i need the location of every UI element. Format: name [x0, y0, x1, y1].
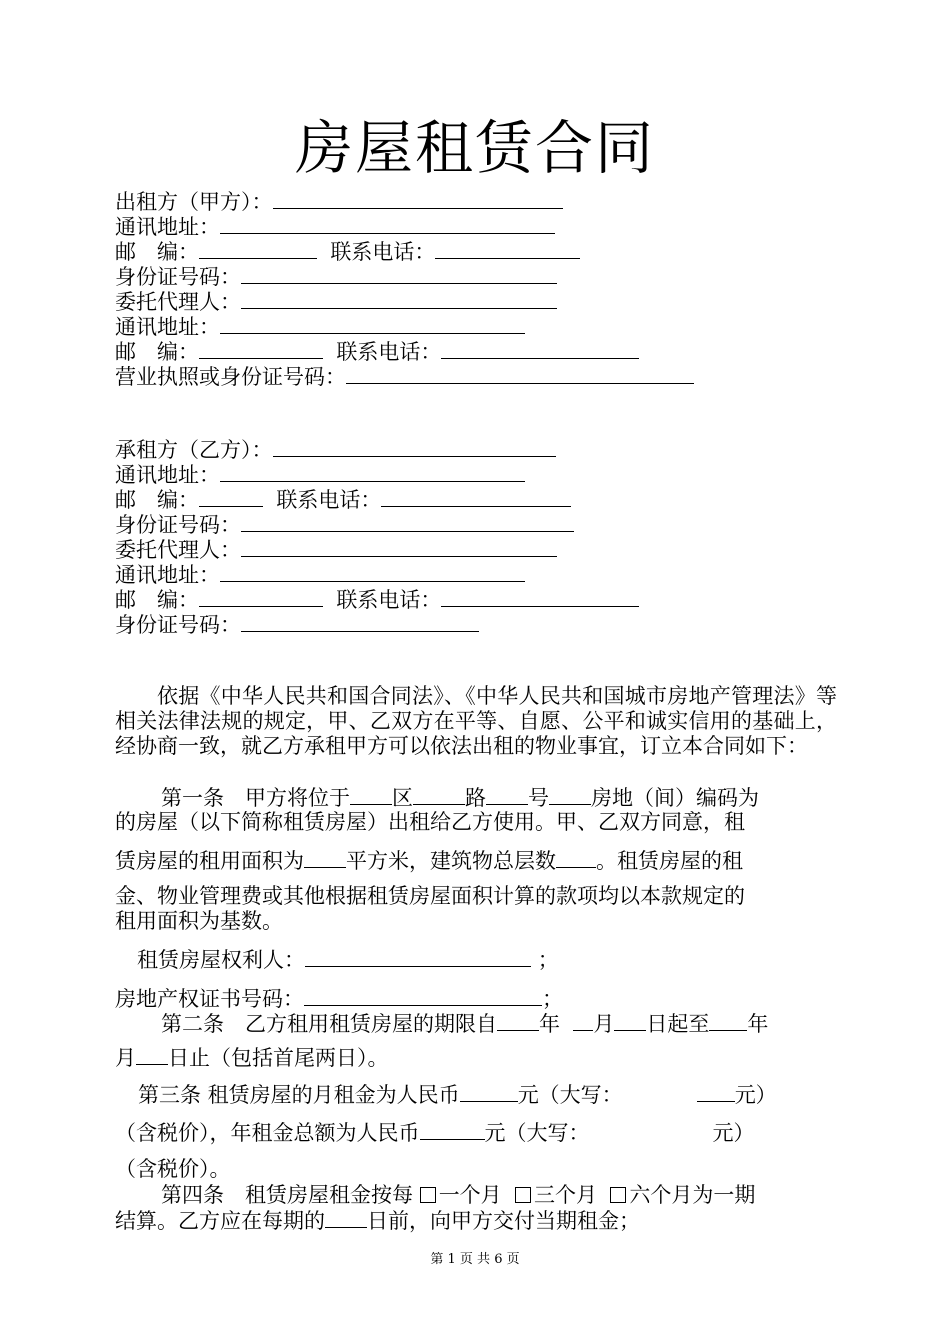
article4-days-blank[interactable] [325, 1208, 367, 1228]
lessor-phone-label: 联系电话： [330, 240, 436, 264]
article1-line3 [115, 848, 743, 874]
lessor-license-blank[interactable] [346, 364, 694, 384]
lessee-party-label: 承租方（乙方）： [115, 438, 273, 462]
lessor-agent-line [115, 289, 557, 315]
article1-text-i: 。租赁房屋的租 [596, 849, 743, 873]
owner-line [137, 947, 559, 973]
article1-line1 [161, 785, 759, 811]
page-footer: 第 1 页 共 6 页 [430, 1252, 520, 1267]
lessee-agent-id-blank[interactable] [241, 612, 479, 632]
article4-text-c: 日前，向甲方交付当期租金； [367, 1209, 640, 1233]
lessee-agent-postcode-line [115, 587, 639, 613]
article2-start-day-blank[interactable] [614, 1011, 646, 1031]
article1-line4: 金、物业管理费或其他根据租赁房屋面积计算的款项均以本款规定的 [115, 884, 745, 908]
article3-monthly-rent-words-blank[interactable] [697, 1082, 735, 1102]
article2-text-a: 第二条 乙方租用租赁房屋的期限自 [161, 1012, 497, 1036]
cert-blank[interactable] [304, 986, 542, 1006]
article4-opt2-label: 三个月 [534, 1183, 598, 1207]
lessor-postcode-line [115, 239, 580, 265]
lessee-party-line [115, 437, 556, 463]
page-title: 房屋租赁合同 [294, 114, 655, 182]
lessor-agent-address-blank[interactable] [220, 314, 525, 334]
owner-blank[interactable] [305, 947, 531, 967]
lessee-agent-id-line [115, 612, 479, 638]
article1-text-g: 赁房屋的租用面积为 [115, 849, 304, 873]
lessee-agent-address-blank[interactable] [220, 562, 525, 582]
article4-line1 [161, 1183, 755, 1208]
article2-text-b: 年 [539, 1012, 560, 1036]
lessor-phone-blank[interactable] [435, 239, 580, 259]
lessee-agent-postcode-label: 邮 编： [115, 588, 199, 612]
lessee-agent-line [115, 537, 557, 563]
article1-text-d: 号 [528, 786, 549, 810]
article1-floors-blank[interactable] [556, 848, 596, 868]
article2-line2 [115, 1045, 389, 1071]
lessee-postcode-blank[interactable] [199, 487, 263, 507]
lessor-address-line [115, 214, 555, 240]
article2-text-f: 月 [115, 1046, 136, 1070]
lessor-agent-phone-label: 联系电话： [336, 340, 442, 364]
lessee-id-label: 身份证号码： [115, 513, 241, 537]
lessor-address-blank[interactable] [220, 214, 555, 234]
lessor-agent-address-line [115, 314, 525, 340]
article2-end-year-blank[interactable] [709, 1011, 747, 1031]
lessee-agent-address-line [115, 562, 525, 588]
article1-district-blank[interactable] [350, 785, 392, 805]
lessee-address-label: 通讯地址： [115, 463, 220, 487]
article2-text-d: 日起至 [646, 1012, 710, 1036]
article2-start-month-blank[interactable] [573, 1011, 593, 1031]
lessor-address-label: 通讯地址： [115, 215, 220, 239]
lessor-license-label: 营业执照或身份证号码： [115, 365, 346, 389]
checkbox-one-month[interactable] [420, 1187, 436, 1203]
lessee-party-blank[interactable] [273, 437, 556, 457]
lessee-id-blank[interactable] [241, 512, 574, 532]
article4-text-a: 第四条 租赁房屋租金按每 [161, 1183, 413, 1207]
article3-text-d: （含税价），年租金总额为人民币 [115, 1121, 420, 1145]
lessor-id-line [115, 264, 557, 290]
article2-start-year-blank[interactable] [497, 1011, 539, 1031]
article3-line3: （含税价）。 [115, 1157, 231, 1181]
article3-line1 [138, 1082, 777, 1108]
article3-text-b: 元（大写： [517, 1083, 623, 1107]
lessee-phone-blank[interactable] [381, 487, 571, 507]
article2-end-day-blank[interactable] [136, 1045, 168, 1065]
lessee-postcode-label: 邮 编： [115, 488, 199, 512]
article3-line2 [115, 1120, 755, 1146]
article2-text-e: 年 [747, 1012, 769, 1036]
article1-text-a: 第一条 甲方将位于 [161, 786, 350, 810]
article4-opt3-label: 六个月为一期 [629, 1183, 756, 1207]
lessee-address-blank[interactable] [220, 462, 525, 482]
owner-end: ； [537, 948, 559, 972]
article1-room-blank[interactable] [549, 785, 591, 805]
article1-text-c: 路 [465, 786, 486, 810]
owner-label: 租赁房屋权利人： [137, 948, 305, 972]
article3-text-c: 元） [734, 1083, 777, 1107]
article3-annual-rent-blank[interactable] [420, 1120, 485, 1140]
lessor-agent-postcode-line [115, 339, 639, 365]
article3-monthly-rent-blank[interactable] [460, 1082, 518, 1102]
lessee-id-line [115, 512, 574, 538]
article2-text-c: 月 [593, 1012, 615, 1036]
checkbox-three-months[interactable] [515, 1187, 531, 1203]
article4-text-b: 结算。乙方应在每期的 [115, 1209, 325, 1233]
lessee-agent-postcode-blank[interactable] [199, 587, 323, 607]
article4-line2 [115, 1208, 640, 1234]
article1-area-blank[interactable] [304, 848, 346, 868]
article1-line2: 的房屋（以下简称租赁房屋）出租给乙方使用。甲、乙双方同意，租 [115, 810, 745, 834]
lessor-postcode-blank[interactable] [199, 239, 317, 259]
lessee-phone-label: 联系电话： [276, 488, 382, 512]
lessee-agent-blank[interactable] [241, 537, 557, 557]
article2-line1 [161, 1011, 768, 1037]
intro-paragraph: 依据《中华人民共和国合同法》、《中华人民共和国城市房地产管理法》等相关法律法规的规定，甲、乙双方在平等、自愿、公平和诚实信用的基础上，经协商一致，就乙方承租甲方可以依法出租的物业事宜，订立本合同如下： [115, 684, 837, 758]
article3-text-f: 元） [712, 1121, 755, 1145]
lessor-agent-postcode-label: 邮 编： [115, 340, 199, 364]
lessor-id-label: 身份证号码： [115, 265, 241, 289]
article3-text-a: 第三条 租赁房屋的月租金为人民币 [138, 1083, 460, 1107]
article4-opt1-label: 一个月 [438, 1183, 502, 1207]
lessor-agent-label: 委托代理人： [115, 290, 241, 314]
article1-road-blank[interactable] [413, 785, 465, 805]
lessor-agent-postcode-blank[interactable] [199, 339, 323, 359]
lessee-agent-address-label: 通讯地址： [115, 563, 220, 587]
article2-text-g: 日止（包括首尾两日）。 [168, 1046, 389, 1070]
lessee-postcode-line [115, 487, 571, 513]
article1-text-e: 房地（间）编码为 [591, 786, 759, 810]
lessor-party-line [115, 189, 563, 215]
lessor-party-blank[interactable] [273, 189, 563, 209]
lessor-license-line [115, 364, 694, 390]
article1-text-b: 区 [392, 786, 413, 810]
article1-line5: 租用面积为基数。 [115, 909, 283, 933]
lessor-agent-blank[interactable] [241, 289, 557, 309]
lessor-party-label: 出租方（甲方）： [115, 190, 273, 214]
lessor-id-blank[interactable] [241, 264, 557, 284]
lessee-agent-label: 委托代理人： [115, 538, 241, 562]
article1-text-h: 平方米，建筑物总层数 [346, 849, 556, 873]
article3-text-e: 元（大写： [484, 1121, 590, 1145]
cert-line [115, 986, 563, 1012]
lessee-address-line [115, 462, 525, 488]
lessee-agent-phone-blank[interactable] [441, 587, 639, 607]
lessor-agent-address-label: 通讯地址： [115, 315, 220, 339]
lessor-agent-phone-blank[interactable] [441, 339, 639, 359]
lessee-agent-phone-label: 联系电话： [336, 588, 442, 612]
lessor-postcode-label: 邮 编： [115, 240, 199, 264]
checkbox-six-months[interactable] [610, 1187, 626, 1203]
cert-end: ； [542, 987, 563, 1011]
article1-number-blank[interactable] [486, 785, 528, 805]
cert-label: 房地产权证书号码： [115, 987, 304, 1011]
lessee-agent-id-label: 身份证号码： [115, 613, 241, 637]
